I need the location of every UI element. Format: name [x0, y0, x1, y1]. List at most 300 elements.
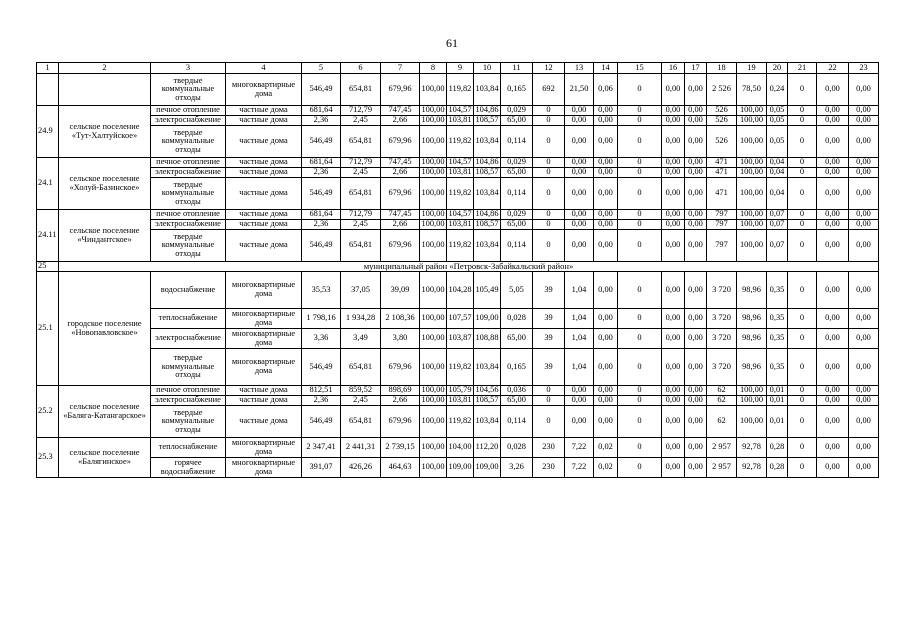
value-cell: 103,84	[474, 406, 501, 438]
value-cell: 0	[618, 126, 662, 158]
value-cell: 100,00	[421, 115, 445, 125]
value-cell: 104,57	[448, 105, 472, 115]
value-cell: 39	[533, 272, 565, 309]
group-number: 25.1	[37, 272, 59, 386]
value-cell: 2,36	[302, 116, 341, 126]
section-number: 25	[37, 262, 59, 272]
value-cell: 0,00	[817, 106, 849, 116]
value-cell: 98,96	[737, 349, 767, 386]
housing-type: частные дома	[226, 126, 302, 158]
value-cell: 0,02	[594, 458, 618, 478]
value-cell: 0	[533, 406, 565, 438]
value-cell: 0,00	[662, 74, 685, 106]
value-cell: 108,57	[475, 115, 499, 125]
housing-type: частные дома	[226, 158, 302, 168]
value-cell: 681,64	[302, 158, 341, 168]
value-cell: 103,84	[474, 178, 501, 210]
housing-type: частные дома	[226, 230, 302, 262]
value-cell: 0,00	[565, 396, 594, 406]
value-cell: 3,26	[501, 458, 533, 478]
value-cell: 21,50	[565, 74, 594, 106]
section-row	[37, 262, 879, 272]
housing-type: многоквартирные дома	[226, 272, 302, 309]
value-cell: 100,00	[421, 105, 445, 115]
housing-type: частные дома	[226, 116, 302, 126]
value-cell: 104,57	[448, 157, 472, 167]
value-cell: 2 957	[707, 438, 737, 458]
value-cell: 0,00	[849, 272, 879, 309]
housing-type: многоквартирные дома	[226, 458, 302, 478]
value-cell: 2,66	[381, 168, 420, 178]
value-cell: 0,00	[594, 126, 618, 158]
group-number: 24.1	[37, 158, 59, 210]
value-cell: 0,00	[565, 178, 594, 210]
value-cell: 679,96	[381, 406, 420, 438]
value-cell: 681,64	[302, 106, 341, 116]
value-cell: 0,00	[817, 309, 849, 329]
value-cell: 100,00	[737, 168, 767, 178]
value-cell: 0,00	[849, 220, 879, 230]
value-cell: 0,00	[565, 210, 594, 220]
value-cell: 1,04	[565, 309, 594, 329]
value-cell: 0,00	[594, 168, 618, 178]
table-row	[37, 406, 879, 438]
column-header: 20	[767, 63, 788, 74]
value-cell: 0,00	[565, 386, 594, 396]
table-row	[37, 329, 879, 349]
value-cell: 0	[618, 396, 662, 406]
value-cell: 35,53	[302, 272, 341, 309]
value-cell: 0	[788, 116, 817, 126]
value-cell: 681,64	[302, 210, 341, 220]
value-cell: 0,04	[767, 178, 788, 210]
housing-type: частные дома	[226, 396, 302, 406]
value-cell: 0,00	[662, 106, 685, 116]
value-cell: 0,35	[767, 309, 788, 329]
value-cell: 391,07	[302, 458, 341, 478]
value-cell: 0,00	[685, 74, 707, 106]
value-cell: 0	[788, 106, 817, 116]
value-cell: 0,00	[662, 349, 685, 386]
value-cell: 1 934,28	[341, 309, 381, 329]
value-cell: 0,24	[767, 74, 788, 106]
value-cell: 0	[618, 386, 662, 396]
value-cell: 0,28	[767, 438, 788, 458]
value-cell: 546,49	[302, 74, 341, 106]
tariff-table	[36, 62, 879, 478]
value-cell: 679,96	[381, 349, 420, 386]
value-cell: 0,04	[767, 168, 788, 178]
value-cell: 98,96	[737, 272, 767, 309]
value-cell: 3 720	[707, 329, 737, 349]
value-cell: 0	[533, 168, 565, 178]
value-cell: 98,96	[737, 329, 767, 349]
value-cell: 0,00	[817, 458, 849, 478]
housing-type: частные дома	[226, 178, 302, 210]
column-header: 4	[226, 63, 302, 74]
value-cell: 747,45	[381, 158, 420, 168]
value-cell: 0	[618, 438, 662, 458]
value-cell: 100,00	[737, 106, 767, 116]
settlement-name: сельское поселение «Баляга-Катангарское»	[59, 386, 151, 438]
value-cell: 859,52	[341, 386, 381, 396]
column-header: 11	[501, 63, 533, 74]
value-cell: 0,00	[685, 396, 707, 406]
value-cell: 471	[707, 168, 737, 178]
value-cell: 679,96	[381, 126, 420, 158]
value-cell: 0,00	[817, 168, 849, 178]
value-cell: 464,63	[381, 458, 420, 478]
value-cell: 0,00	[849, 349, 879, 386]
table-row	[37, 168, 879, 178]
housing-type: частные дома	[226, 386, 302, 396]
value-cell: 109,00	[447, 458, 474, 478]
value-cell: 100,00	[421, 167, 445, 177]
column-header: 9	[447, 63, 474, 74]
table-row	[37, 126, 879, 158]
value-cell: 2,45	[341, 168, 381, 178]
value-cell: 0,00	[849, 116, 879, 126]
value-cell: 2 957	[707, 458, 737, 478]
value-cell: 5,05	[501, 272, 533, 309]
value-cell: 679,96	[381, 178, 420, 210]
column-header: 5	[302, 63, 341, 74]
value-cell: 0,00	[662, 396, 685, 406]
value-cell: 108,57	[475, 219, 499, 229]
service-name: твердые коммунальные отходы	[151, 349, 226, 386]
value-cell: 39	[533, 329, 565, 349]
value-cell: 1,04	[565, 329, 594, 349]
value-cell: 0,00	[817, 329, 849, 349]
group-number: 24.11	[37, 210, 59, 262]
value-cell: 0,00	[662, 458, 685, 478]
value-cell: 92,78	[737, 458, 767, 478]
value-cell: 0,029	[501, 210, 533, 220]
value-cell: 100,00	[420, 438, 447, 458]
value-cell: 0	[533, 396, 565, 406]
value-cell: 0,00	[817, 349, 849, 386]
value-cell: 107,57	[447, 309, 474, 329]
value-cell: 0,029	[501, 106, 533, 116]
value-cell: 230	[533, 438, 565, 458]
value-cell: 0,00	[685, 106, 707, 116]
group-number	[37, 74, 59, 106]
value-cell: 3,80	[381, 329, 420, 349]
housing-type: многоквартирные дома	[226, 329, 302, 349]
value-cell: 712,79	[341, 106, 381, 116]
value-cell: 0,01	[767, 406, 788, 438]
value-cell: 0,00	[849, 178, 879, 210]
value-cell: 0	[788, 329, 817, 349]
value-cell: 0,00	[662, 230, 685, 262]
value-cell: 65,00	[501, 168, 533, 178]
section-title: муниципальный район «Петровск-Забайкальский район»	[59, 262, 879, 272]
value-cell: 0,00	[817, 406, 849, 438]
value-cell: 108,57	[475, 167, 499, 177]
value-cell: 0,07	[767, 230, 788, 262]
value-cell: 0	[618, 74, 662, 106]
value-cell: 0	[788, 126, 817, 158]
value-cell: 0,00	[685, 116, 707, 126]
value-cell: 3 720	[707, 309, 737, 329]
value-cell: 0,00	[662, 178, 685, 210]
page-number: 61	[446, 36, 458, 50]
value-cell: 104,86	[475, 105, 499, 115]
value-cell: 0,00	[849, 210, 879, 220]
value-cell: 0,00	[817, 116, 849, 126]
value-cell: 0	[618, 178, 662, 210]
value-cell: 0,00	[817, 158, 849, 168]
column-header: 15	[618, 63, 662, 74]
value-cell: 0,00	[594, 230, 618, 262]
value-cell: 2,45	[341, 116, 381, 126]
value-cell: 230	[533, 458, 565, 478]
value-cell: 0	[788, 158, 817, 168]
value-cell: 0	[788, 230, 817, 262]
value-cell: 119,82	[447, 406, 474, 438]
table-row	[37, 106, 879, 116]
value-cell: 0,00	[594, 396, 618, 406]
value-cell: 0,00	[565, 406, 594, 438]
value-cell: 39	[533, 349, 565, 386]
settlement-name: сельское поселение «Холуй-Базинское»	[59, 158, 151, 210]
value-cell: 109,00	[474, 309, 501, 329]
value-cell: 747,45	[381, 106, 420, 116]
table-row	[37, 349, 879, 386]
value-cell: 0,00	[565, 168, 594, 178]
settlement-name: городское поселение «Новопавловское»	[59, 272, 151, 386]
value-cell: 0	[788, 74, 817, 106]
service-name: твердые коммунальные отходы	[151, 406, 226, 438]
service-name: твердые коммунальные отходы	[151, 74, 226, 106]
value-cell: 0,00	[849, 386, 879, 396]
value-cell: 812,51	[302, 386, 341, 396]
value-cell: 0,036	[501, 386, 533, 396]
housing-type: многоквартирные дома	[226, 74, 302, 106]
value-cell: 0,00	[849, 230, 879, 262]
value-cell: 0,00	[565, 106, 594, 116]
value-cell: 103,81	[448, 395, 472, 405]
table-row	[37, 178, 879, 210]
value-cell: 0,00	[817, 210, 849, 220]
column-header: 10	[474, 63, 501, 74]
value-cell: 119,82	[447, 230, 474, 262]
value-cell: 0,00	[817, 230, 849, 262]
value-cell: 3,49	[341, 329, 381, 349]
service-name: печное отопление	[151, 210, 226, 220]
service-name: водоснабжение	[151, 272, 226, 309]
value-cell: 119,82	[447, 74, 474, 106]
value-cell: 103,81	[448, 219, 472, 229]
value-cell: 0,00	[594, 309, 618, 329]
column-header: 19	[737, 63, 767, 74]
housing-type: частные дома	[226, 168, 302, 178]
value-cell: 103,84	[474, 230, 501, 262]
value-cell: 0	[618, 406, 662, 438]
value-cell: 0,165	[501, 74, 533, 106]
value-cell: 62	[707, 396, 737, 406]
column-header: 23	[849, 63, 879, 74]
table-row	[37, 116, 879, 126]
column-header: 14	[594, 63, 618, 74]
value-cell: 39	[533, 309, 565, 329]
service-name: теплоснабжение	[151, 309, 226, 329]
value-cell: 0,07	[767, 220, 788, 230]
value-cell: 103,84	[474, 349, 501, 386]
column-header: 8	[420, 63, 447, 74]
settlement-name: сельское поселение «Тут-Халтуйское»	[59, 106, 151, 158]
value-cell: 104,56	[475, 385, 499, 395]
value-cell: 0,00	[849, 406, 879, 438]
value-cell: 100,00	[737, 210, 767, 220]
value-cell: 546,49	[302, 178, 341, 210]
value-cell: 100,00	[420, 458, 447, 478]
value-cell: 108,57	[475, 395, 499, 405]
group-number: 25.2	[37, 386, 59, 438]
value-cell: 119,82	[447, 126, 474, 158]
value-cell: 0,00	[662, 220, 685, 230]
value-cell: 0,00	[594, 329, 618, 349]
value-cell: 0	[533, 126, 565, 158]
value-cell: 112,20	[474, 438, 501, 458]
value-cell: 0	[618, 210, 662, 220]
value-cell: 39,09	[381, 272, 420, 309]
value-cell: 0,029	[501, 158, 533, 168]
value-cell: 0,00	[662, 438, 685, 458]
value-cell: 0	[788, 272, 817, 309]
value-cell: 65,00	[501, 220, 533, 230]
service-name: теплоснабжение	[151, 438, 226, 458]
value-cell: 0	[618, 116, 662, 126]
value-cell: 0,00	[685, 210, 707, 220]
value-cell: 100,00	[420, 126, 447, 158]
value-cell: 0	[618, 349, 662, 386]
value-cell: 1,04	[565, 272, 594, 309]
value-cell: 100,00	[737, 406, 767, 438]
value-cell: 546,49	[302, 349, 341, 386]
value-cell: 0,28	[767, 458, 788, 478]
table-row	[37, 309, 879, 329]
value-cell: 0,00	[685, 126, 707, 158]
value-cell: 0	[533, 230, 565, 262]
value-cell: 0,165	[501, 349, 533, 386]
value-cell: 2,66	[381, 220, 420, 230]
value-cell: 37,05	[341, 272, 381, 309]
value-cell: 0,35	[767, 329, 788, 349]
value-cell: 92,78	[737, 438, 767, 458]
group-number: 25.3	[37, 438, 59, 478]
value-cell: 100,00	[420, 178, 447, 210]
service-name: твердые коммунальные отходы	[151, 126, 226, 158]
value-cell: 0,00	[849, 74, 879, 106]
value-cell: 100,00	[737, 396, 767, 406]
value-cell: 108,88	[474, 329, 501, 349]
table-row	[37, 74, 879, 106]
value-cell: 2,45	[341, 220, 381, 230]
value-cell: 654,81	[341, 406, 381, 438]
value-cell: 100,00	[737, 386, 767, 396]
column-header: 22	[817, 63, 849, 74]
value-cell: 0,00	[685, 220, 707, 230]
value-cell: 0,00	[662, 116, 685, 126]
value-cell: 103,84	[474, 74, 501, 106]
value-cell: 65,00	[501, 329, 533, 349]
value-cell: 0,00	[817, 272, 849, 309]
service-name: электроснабжение	[151, 396, 226, 406]
value-cell: 2 108,36	[381, 309, 420, 329]
value-cell: 0,00	[662, 272, 685, 309]
value-cell: 103,84	[474, 126, 501, 158]
column-header: 17	[685, 63, 707, 74]
column-header: 18	[707, 63, 737, 74]
value-cell: 898,69	[381, 386, 420, 396]
housing-type: частные дома	[226, 106, 302, 116]
table-row	[37, 438, 879, 458]
value-cell: 0	[788, 396, 817, 406]
value-cell: 100,00	[737, 220, 767, 230]
value-cell: 104,57	[448, 209, 472, 219]
value-cell: 2 347,41	[302, 438, 341, 458]
value-cell: 526	[707, 126, 737, 158]
value-cell: 0,00	[685, 178, 707, 210]
value-cell: 2,45	[341, 396, 381, 406]
value-cell: 546,49	[302, 230, 341, 262]
value-cell: 100,00	[737, 230, 767, 262]
group-number: 24.9	[37, 106, 59, 158]
value-cell: 0,00	[685, 406, 707, 438]
value-cell: 0,00	[685, 230, 707, 262]
value-cell: 0	[788, 406, 817, 438]
value-cell: 100,00	[737, 116, 767, 126]
value-cell: 104,86	[475, 157, 499, 167]
value-cell: 0,00	[849, 396, 879, 406]
value-cell: 679,96	[381, 74, 420, 106]
value-cell: 0,00	[685, 349, 707, 386]
value-cell: 0,00	[594, 178, 618, 210]
value-cell: 78,50	[737, 74, 767, 106]
value-cell: 747,45	[381, 210, 420, 220]
column-header: 2	[59, 63, 151, 74]
value-cell: 3 720	[707, 349, 737, 386]
value-cell: 0	[533, 106, 565, 116]
value-cell: 0,00	[849, 309, 879, 329]
value-cell: 0,00	[817, 438, 849, 458]
value-cell: 0,00	[849, 106, 879, 116]
housing-type: частные дома	[226, 210, 302, 220]
value-cell: 0,00	[594, 220, 618, 230]
service-name: печное отопление	[151, 158, 226, 168]
value-cell: 0,00	[685, 458, 707, 478]
value-cell: 100,00	[421, 209, 445, 219]
value-cell: 0,00	[817, 386, 849, 396]
value-cell: 0,00	[662, 406, 685, 438]
value-cell: 100,00	[737, 126, 767, 158]
value-cell: 0	[788, 168, 817, 178]
value-cell: 0,00	[662, 126, 685, 158]
value-cell: 0	[618, 458, 662, 478]
value-cell: 0,00	[685, 272, 707, 309]
value-cell: 0,01	[767, 386, 788, 396]
value-cell: 0,00	[685, 438, 707, 458]
value-cell: 0,00	[817, 396, 849, 406]
value-cell: 0,00	[565, 158, 594, 168]
value-cell: 105,49	[474, 272, 501, 309]
value-cell: 0,00	[565, 126, 594, 158]
value-cell: 0,00	[594, 349, 618, 386]
value-cell: 0	[618, 106, 662, 116]
value-cell: 0,00	[817, 178, 849, 210]
value-cell: 712,79	[341, 210, 381, 220]
